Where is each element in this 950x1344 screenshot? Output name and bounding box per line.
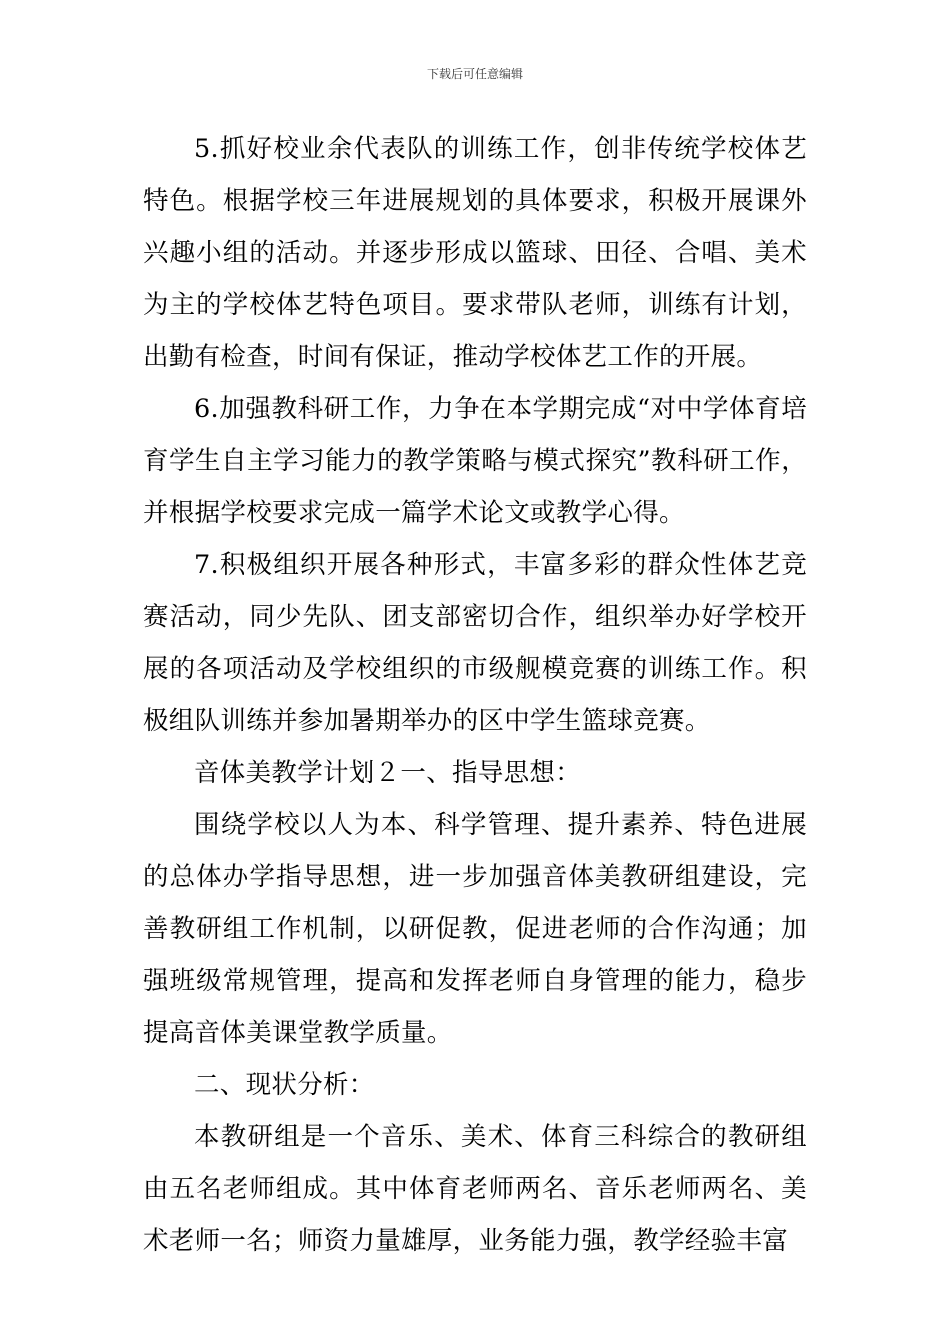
section-title-plan-2: 音体美教学计划２一、指导思想： [194, 758, 582, 788]
paragraph-item-5: 5.抓好校业余代表队的训练工作，创非传统学校体艺特色。根据学校三年进展规划的具体要求，积极开展课外兴趣小组的活动。并逐步形成以篮球、田径、合唱、美术为主的学校体艺特色项目。要求带队老师，训练有计划，出勤有检查，时间有保证，推动学校体艺工作的开展。 [143, 134, 807, 372]
paragraph-item-7: 7.积极组织开展各种形式，丰富多彩的群众性体艺竞赛活动，同少先队、团支部密切合作，组织举办好学校开展的各项活动及学校组织的市级舰模竞赛的训练工作。积极组队训练并参加暑期举办的区中学生篮球竞赛。 [143, 550, 807, 736]
section-heading-status-analysis: 二、现状分析： [194, 1070, 375, 1100]
paragraph-status-analysis: 本教研组是一个音乐、美术、体育三科综合的教研组由五名老师组成。其中体育老师两名、音乐老师两名、美术老师一名；师资力量雄厚，业务能力强，教学经验丰富 [143, 1122, 807, 1256]
paragraph-guiding-thought: 围绕学校以人为本、科学管理、提升素养、特色进展的总体办学指导思想，进一步加强音体美教研组建设，完善教研组工作机制，以研促教，促进老师的合作沟通；加强班级常规管理，提高和发挥老师自身管理的能力，稳步提高音体美课堂教学质量。 [143, 810, 807, 1048]
page-header: 下载后可任意编辑 [426, 67, 523, 81]
document-body [143, 123, 807, 1267]
paragraph-item-6: 6.加强教科研工作，力争在本学期完成“对中学体育培育学生自主学习能力的教学策略与模式探究”教科研工作，并根据学校要求完成一篇学术论文或教学心得。 [143, 394, 807, 528]
